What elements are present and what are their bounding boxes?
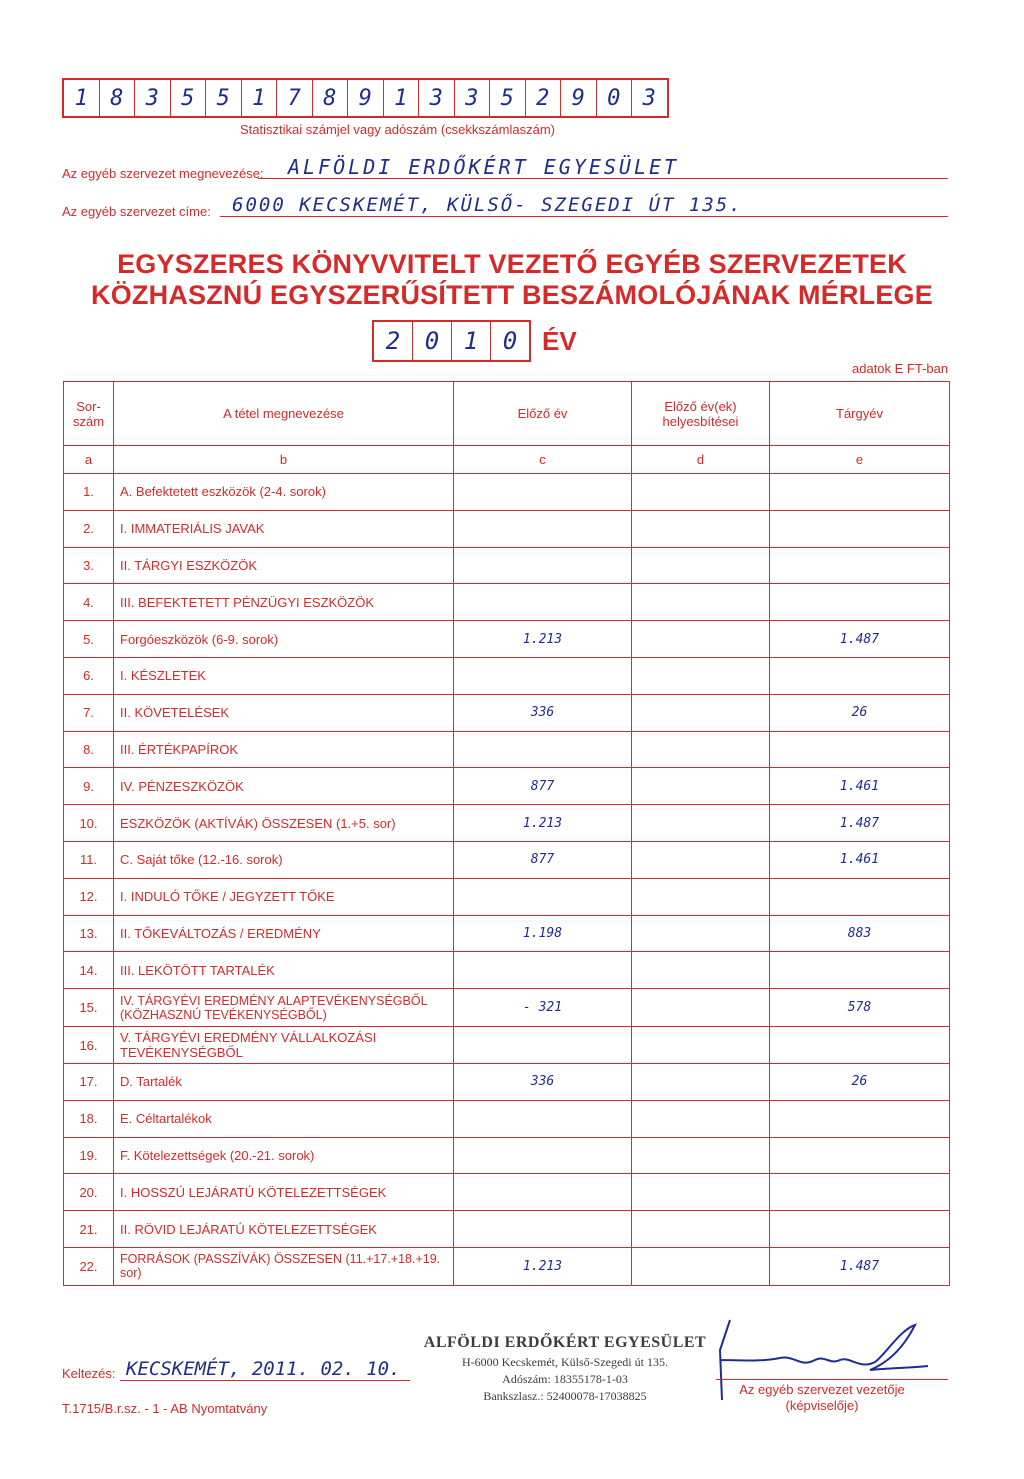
- row-previous-year-value: [454, 952, 632, 989]
- row-correction-value: [632, 474, 770, 511]
- row-correction-value: [632, 1137, 770, 1174]
- table-row: [64, 584, 950, 621]
- form-title-line1: EGYSZERES KÖNYVVITELT VEZETŐ EGYÉB SZERVEZETEK: [117, 249, 907, 279]
- org-address-label: Az egyéb szervezet címe:: [62, 204, 211, 219]
- table-row: [64, 474, 950, 511]
- row-correction-value: [632, 841, 770, 878]
- row-current-year-value: [770, 952, 950, 989]
- tax-id-digit: 1: [242, 80, 278, 116]
- row-label: II. RÖVID LEJÁRATÚ KÖTELEZETTSÉGEK: [114, 1211, 454, 1248]
- row-number: 22.: [64, 1247, 114, 1285]
- tax-id-boxes: [62, 78, 669, 118]
- signature-caption-2: (képviselője): [785, 1398, 859, 1413]
- row-correction-value: [632, 731, 770, 768]
- row-previous-year-value: [454, 1100, 632, 1137]
- row-current-year-value: [770, 584, 950, 621]
- tax-id-digit: 0: [597, 80, 633, 116]
- row-previous-year-value: [454, 1174, 632, 1211]
- row-label: II. TÁRGYI ESZKÖZÖK: [114, 547, 454, 584]
- stamp-name: ALFÖLDI ERDŐKÉRT EGYESÜLET: [423, 1334, 707, 1351]
- table-row: [64, 547, 950, 584]
- row-number: 14.: [64, 952, 114, 989]
- form-code: T.1715/B.r.sz. - 1 - AB Nyomtatvány: [62, 1401, 268, 1416]
- row-label: F. Kötelezettségek (20.-21. sorok): [114, 1137, 454, 1174]
- table-row: [64, 1027, 950, 1064]
- row-previous-year-value: 1.213: [454, 1247, 632, 1285]
- org-address-underline: [220, 216, 948, 217]
- row-number: 17.: [64, 1063, 114, 1100]
- row-previous-year-value: 1.213: [454, 621, 632, 658]
- signature-caption-1: Az egyéb szervezet vezetője: [739, 1382, 905, 1397]
- row-previous-year-value: 336: [454, 694, 632, 731]
- row-number: 5.: [64, 621, 114, 658]
- header-previous-year: Előző év: [454, 382, 632, 446]
- row-current-year-value: 1.461: [770, 841, 950, 878]
- row-current-year-value: 1.461: [770, 768, 950, 805]
- row-previous-year-value: [454, 584, 632, 621]
- year-digit: 1: [452, 322, 491, 360]
- row-previous-year-value: [454, 510, 632, 547]
- tax-id-digit: 3: [455, 80, 491, 116]
- row-current-year-value: [770, 1137, 950, 1174]
- row-current-year-value: [770, 1100, 950, 1137]
- tax-id-digit: 2: [526, 80, 562, 116]
- header-corrections: Előző év(ek) helyesbítései: [632, 382, 770, 446]
- col-letter-d: d: [632, 446, 770, 474]
- stamp-address: H-6000 Kecskemét, Külső-Szegedi út 135.: [462, 1355, 668, 1369]
- row-current-year-value: [770, 1211, 950, 1248]
- col-letter-b: b: [114, 446, 454, 474]
- row-label: II. TŐKEVÁLTOZÁS / EREDMÉNY: [114, 915, 454, 952]
- row-label: FORRÁSOK (PASSZÍVÁK) ÖSSZESEN (11.+17.+18.+19. sor): [114, 1247, 454, 1285]
- row-previous-year-value: - 321: [454, 989, 632, 1027]
- tax-id-digit: 9: [561, 80, 597, 116]
- row-previous-year-value: 877: [454, 841, 632, 878]
- row-previous-year-value: [454, 1137, 632, 1174]
- row-correction-value: [632, 1100, 770, 1137]
- row-previous-year-value: [454, 547, 632, 584]
- row-number: 13.: [64, 915, 114, 952]
- row-number: 8.: [64, 731, 114, 768]
- row-number: 18.: [64, 1100, 114, 1137]
- org-address-value: 6000 KECSKEMÉT, KÜLSŐ- SZEGEDI ÚT 135.: [232, 194, 743, 216]
- row-label: III. ÉRTÉKPAPÍROK: [114, 731, 454, 768]
- row-correction-value: [632, 989, 770, 1027]
- tax-id-caption: Statisztikai számjel vagy adószám (csekkszámlaszám): [240, 122, 555, 137]
- stamp-tax: Adószám: 18355178-1-03: [502, 1372, 628, 1386]
- table-header-row: [64, 382, 950, 446]
- row-correction-value: [632, 1027, 770, 1064]
- row-correction-value: [632, 1211, 770, 1248]
- row-number: 4.: [64, 584, 114, 621]
- date-label: Keltezés:: [62, 1366, 116, 1381]
- tax-id-digit: 5: [171, 80, 207, 116]
- row-current-year-value: [770, 510, 950, 547]
- row-number: 9.: [64, 768, 114, 805]
- column-letter-row: [64, 446, 950, 474]
- table-row: [64, 731, 950, 768]
- row-current-year-value: [770, 657, 950, 694]
- table-row: [64, 805, 950, 842]
- tax-id-digit: 5: [206, 80, 242, 116]
- table-row: [64, 694, 950, 731]
- tax-id-digit: 8: [100, 80, 136, 116]
- table-row: [64, 1247, 950, 1285]
- row-label: III. BEFEKTETETT PÉNZÜGYI ESZKÖZÖK: [114, 584, 454, 621]
- year-digit: 0: [413, 322, 452, 360]
- tax-id-digit: 3: [419, 80, 455, 116]
- row-label: II. KÖVETELÉSEK: [114, 694, 454, 731]
- row-number: 10.: [64, 805, 114, 842]
- row-label: IV. TÁRGYÉVI EREDMÉNY ALAPTEVÉKENYSÉGBŐL (KÖZHASZNÚ TEVÉKENYSÉGBŐL): [114, 989, 454, 1027]
- header-item-name: A tétel megnevezése: [114, 382, 454, 446]
- table-row: [64, 1174, 950, 1211]
- org-name-value: ALFÖLDI ERDŐKÉRT EGYESÜLET: [288, 155, 680, 179]
- row-current-year-value: [770, 731, 950, 768]
- row-number: 6.: [64, 657, 114, 694]
- balance-sheet-table: [63, 381, 950, 1286]
- row-previous-year-value: 877: [454, 768, 632, 805]
- row-correction-value: [632, 510, 770, 547]
- row-number: 15.: [64, 989, 114, 1027]
- stamp-bank: Bankszlasz.: 52400078-17038825: [483, 1389, 647, 1403]
- header-sorszam: Sor- szám: [64, 382, 114, 446]
- row-current-year-value: 578: [770, 989, 950, 1027]
- row-label: I. INDULÓ TŐKE / JEGYZETT TŐKE: [114, 878, 454, 915]
- table-row: [64, 989, 950, 1027]
- row-previous-year-value: [454, 1211, 632, 1248]
- row-label: III. LEKÖTÖTT TARTALÉK: [114, 952, 454, 989]
- tax-id-digit: 1: [384, 80, 420, 116]
- table-row: [64, 510, 950, 547]
- row-correction-value: [632, 1174, 770, 1211]
- row-current-year-value: 883: [770, 915, 950, 952]
- row-previous-year-value: 1.198: [454, 915, 632, 952]
- row-number: 12.: [64, 878, 114, 915]
- row-current-year-value: [770, 1174, 950, 1211]
- col-letter-c: c: [454, 446, 632, 474]
- row-current-year-value: [770, 474, 950, 511]
- units-note: adatok E FT-ban: [852, 361, 949, 376]
- table-row: [64, 1137, 950, 1174]
- table-row: [64, 1100, 950, 1137]
- row-current-year-value: 1.487: [770, 805, 950, 842]
- row-correction-value: [632, 1063, 770, 1100]
- table-row: [64, 768, 950, 805]
- date-value: KECSKEMÉT, 2011. 02. 10.: [126, 1358, 401, 1380]
- row-previous-year-value: [454, 1027, 632, 1064]
- row-current-year-value: 26: [770, 1063, 950, 1100]
- row-correction-value: [632, 584, 770, 621]
- year-digit: 0: [502, 327, 518, 355]
- row-label: V. TÁRGYÉVI EREDMÉNY VÁLLALKOZÁSI TEVÉKENYSÉGBŐL: [114, 1027, 454, 1064]
- table-row: [64, 657, 950, 694]
- row-current-year-value: [770, 878, 950, 915]
- row-current-year-value: 26: [770, 694, 950, 731]
- row-number: 21.: [64, 1211, 114, 1248]
- tax-id-digit: 8: [313, 80, 349, 116]
- year-boxes: [372, 320, 531, 362]
- row-number: 1.: [64, 474, 114, 511]
- row-correction-value: [632, 1247, 770, 1285]
- table-row: [64, 915, 950, 952]
- table-row: [64, 1063, 950, 1100]
- row-current-year-value: [770, 547, 950, 584]
- row-current-year-value: [770, 1027, 950, 1064]
- row-previous-year-value: 336: [454, 1063, 632, 1100]
- tax-id-digit: 3: [135, 80, 171, 116]
- row-correction-value: [632, 768, 770, 805]
- row-correction-value: [632, 694, 770, 731]
- row-current-year-value: 1.487: [770, 1247, 950, 1285]
- row-correction-value: [632, 878, 770, 915]
- org-name-label: Az egyéb szervezet megnevezése:: [62, 166, 264, 181]
- row-number: 11.: [64, 841, 114, 878]
- table-row: [64, 878, 950, 915]
- table-row: [64, 621, 950, 658]
- col-letter-e: e: [770, 446, 950, 474]
- row-previous-year-value: [454, 657, 632, 694]
- year-digit: 2: [374, 322, 413, 360]
- row-previous-year-value: [454, 474, 632, 511]
- row-previous-year-value: [454, 878, 632, 915]
- row-label: Forgóeszközök (6-9. sorok): [114, 621, 454, 658]
- table-row: [64, 1211, 950, 1248]
- row-correction-value: [632, 915, 770, 952]
- row-number: 3.: [64, 547, 114, 584]
- row-correction-value: [632, 952, 770, 989]
- row-correction-value: [632, 805, 770, 842]
- row-label: IV. PÉNZESZKÖZÖK: [114, 768, 454, 805]
- row-previous-year-value: [454, 731, 632, 768]
- form-title-line2: KÖZHASZNÚ EGYSZERŰSÍTETT BESZÁMOLÓJÁNAK MÉRLEGE: [91, 280, 933, 310]
- organization-stamp: [420, 1334, 710, 1404]
- row-current-year-value: 1.487: [770, 621, 950, 658]
- row-correction-value: [632, 657, 770, 694]
- tax-id-digit: 9: [348, 80, 384, 116]
- row-previous-year-value: 1.213: [454, 805, 632, 842]
- row-number: 20.: [64, 1174, 114, 1211]
- row-number: 16.: [64, 1027, 114, 1064]
- year-suffix: ÉV: [542, 326, 577, 356]
- row-label: I. KÉSZLETEK: [114, 657, 454, 694]
- table-row: [64, 841, 950, 878]
- tax-id-digit: 7: [277, 80, 313, 116]
- row-correction-value: [632, 621, 770, 658]
- table-row: [64, 952, 950, 989]
- row-number: 7.: [64, 694, 114, 731]
- col-letter-a: a: [64, 446, 114, 474]
- row-number: 19.: [64, 1137, 114, 1174]
- tax-id-digit: 1: [64, 80, 100, 116]
- row-label: D. Tartalék: [114, 1063, 454, 1100]
- row-label: E. Céltartalékok: [114, 1100, 454, 1137]
- signature-line: [716, 1379, 948, 1380]
- header-current-year: Tárgyév: [770, 382, 950, 446]
- date-underline: [120, 1380, 410, 1381]
- row-label: ESZKÖZÖK (AKTÍVÁK) ÖSSZESEN (1.+5. sor): [114, 805, 454, 842]
- tax-id-digit: 5: [490, 80, 526, 116]
- row-number: 2.: [64, 510, 114, 547]
- row-label: I. IMMATERIÁLIS JAVAK: [114, 510, 454, 547]
- row-label: A. Befektetett eszközök (2-4. sorok): [114, 474, 454, 511]
- row-label: C. Saját tőke (12.-16. sorok): [114, 841, 454, 878]
- row-correction-value: [632, 547, 770, 584]
- tax-id-digit: 3: [642, 85, 656, 111]
- row-label: I. HOSSZÚ LEJÁRATÚ KÖTELEZETTSÉGEK: [114, 1174, 454, 1211]
